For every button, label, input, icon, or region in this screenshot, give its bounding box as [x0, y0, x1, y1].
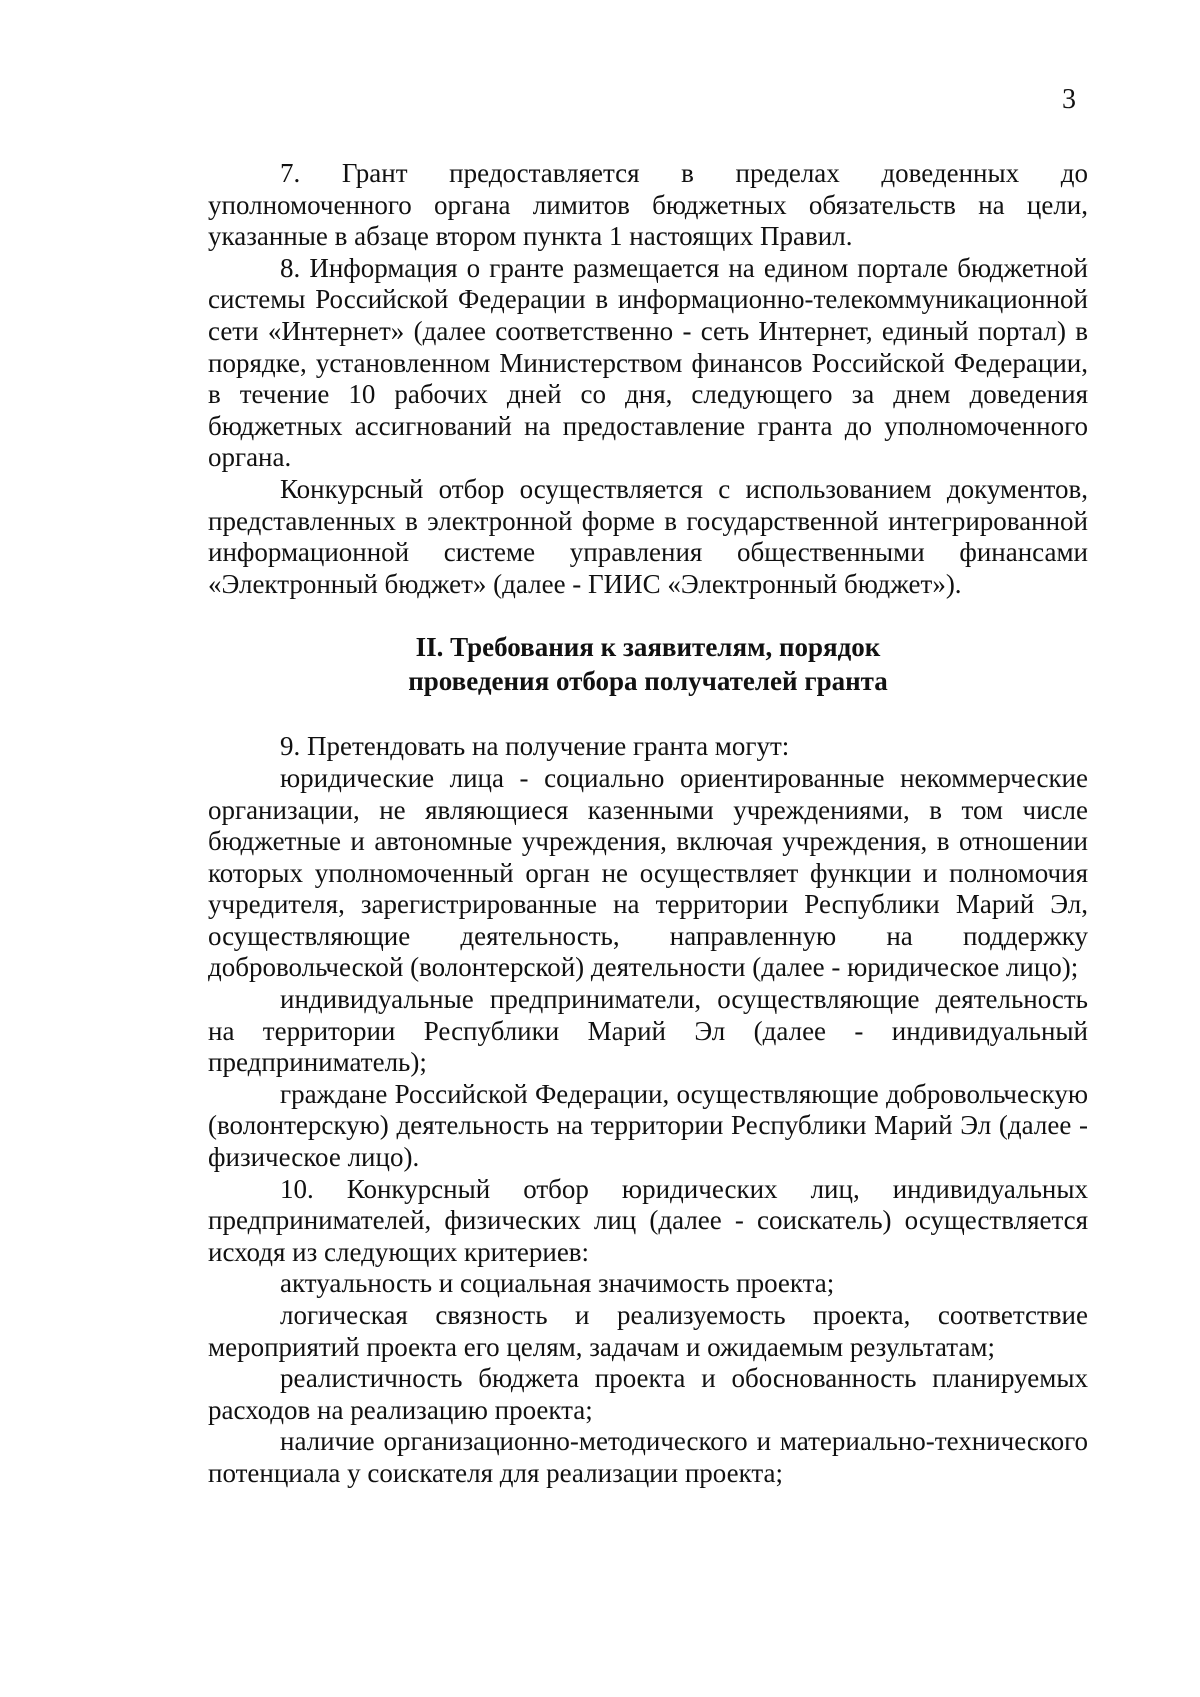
criterion-relevance: актуальность и социальная значимость проекта; [280, 1268, 835, 1299]
section-heading-line-1: II. Требования к заявителям, порядок [415, 632, 881, 663]
document-body [208, 158, 1088, 1490]
page-number: 3 [1062, 84, 1076, 115]
paragraph-7: 7. Грант предоставляется в пределах доведенных до уполномоченного органа лимитов бюджетных обязательств на цели, указанные в абзаце втором пункта 1 настоящих Правил. [208, 158, 1088, 252]
paragraph-10: 10. Конкурсный отбор юридических лиц, индивидуальных предпринимателей, физических лиц (далее - соискатель) осуществляется исходя из следующих критериев: [208, 1173, 1088, 1267]
paragraph-contest-docs: Конкурсный отбор осуществляется с использованием документов, представленных в электронной форме в государственной интегрированной информационной системе управления общественными финансами «Электронный бюджет» (далее - ГИИС «Электронный бюджет»). [208, 473, 1088, 599]
paragraph-entrepreneurs: индивидуальные предприниматели, осуществляющие деятельность на территории Республики Марий Эл (далее - индивидуальный предприниматель); [208, 984, 1088, 1078]
paragraph-legal-entities: юридические лица - социально ориентированные некоммерческие организации, не являющиеся казенными учреждениями, в том числе бюджетные и автономные учреждения, включая учреждения, в отношении которых уполномоченный орган не осуществляет функции и полномочия учредителя, зарегистрированные на территории Республики Марий Эл, осуществляющие деятельность, направленную на поддержку добровольческой (волонтерской) деятельности (далее - юридическое лицо); [208, 762, 1088, 983]
paragraph-9: 9. Претендовать на получение гранта могут: [280, 731, 790, 762]
paragraph-citizens: граждане Российской Федерации, осуществляющие добровольческую (волонтерскую) деятельность на территории Республики Марий Эл (далее - физическое лицо). [208, 1078, 1088, 1173]
paragraph-8: 8. Информация о гранте размещается на едином портале бюджетной системы Российской Федерации в информационно-телекоммуникационной сети «Интернет» (далее соответственно - сеть Интернет, единый портал) в порядке, установленном Министерством финансов Российской Федерации, в течение 10 рабочих дней со дня, следующего за днем доведения бюджетных ассигнований на предоставление гранта до уполномоченного органа. [208, 252, 1088, 473]
criterion-budget: реалистичность бюджета проекта и обоснованность планируемых расходов на реализацию проекта; [208, 1363, 1088, 1425]
criterion-coherence: логическая связность и реализуемость проекта, соответствие мероприятий проекта его целям, задачам и ожидаемым результатам; [208, 1300, 1088, 1362]
section-heading-line-2: проведения отбора получателей гранта [408, 666, 888, 697]
section-heading [208, 630, 1088, 698]
criterion-potential: наличие организационно-методического и материально-технического потенциала у соискателя для реализации проекта; [208, 1426, 1088, 1488]
